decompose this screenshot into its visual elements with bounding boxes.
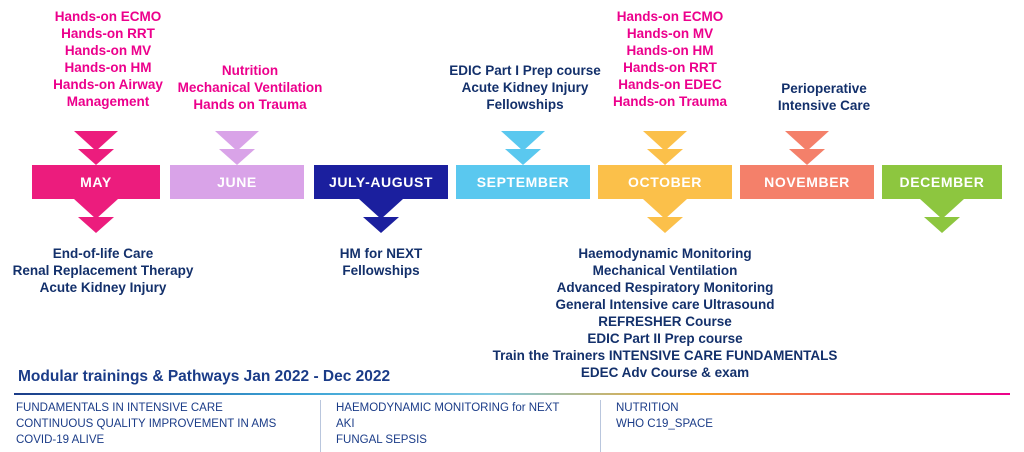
timeline-bar-row: [0, 165, 1024, 199]
note-line: Train the Trainers INTENSIVE CARE FUNDAMENTALS: [492, 348, 838, 363]
month-label: MAY: [80, 174, 112, 190]
note-line: Intensive Care: [777, 98, 871, 113]
month-label: OCTOBER: [628, 174, 702, 190]
timeline-month-october[interactable]: [598, 165, 732, 199]
note-line: EDEC Adv Course & exam: [580, 365, 750, 380]
bottom-column-2: [336, 400, 596, 448]
note-line: Advanced Respiratory Monitoring: [556, 280, 774, 295]
timeline-month-july-august[interactable]: [314, 165, 448, 199]
note-line: REFRESHER Course: [598, 314, 732, 329]
timeline-month-december[interactable]: [882, 165, 1002, 199]
note-line: Management: [66, 94, 150, 109]
note-below-may: [8, 245, 198, 296]
note-line: Hands-on RRT: [623, 60, 717, 75]
bottom-line: COVID-19 ALIVE: [16, 434, 105, 446]
note-line: Hands-on ECMO: [616, 9, 724, 24]
bottom-line: NUTRITION: [616, 402, 679, 414]
note-line: Mechanical Ventilation: [592, 263, 738, 278]
note-above-november: [728, 80, 920, 114]
note-line: EDIC Part II Prep course: [587, 331, 743, 346]
note-line: Hands-on HM: [64, 60, 152, 75]
bottom-line: FUNDAMENTALS IN INTENSIVE CARE: [16, 402, 223, 414]
note-line: Renal Replacement Therapy: [12, 263, 194, 278]
arrow-down-july-august: [359, 199, 403, 233]
bottom-line: AKI: [336, 418, 355, 430]
arrow-up-october: [643, 131, 687, 165]
arrow-up-november: [785, 131, 829, 165]
month-label: DECEMBER: [899, 174, 985, 190]
note-line: HM for NEXT: [339, 246, 423, 261]
note-line: Nutrition: [221, 63, 279, 78]
arrow-down-october: [643, 199, 687, 233]
timeline-month-june[interactable]: [170, 165, 304, 199]
note-below-july-august: [316, 245, 446, 279]
bottom-line: WHO C19_SPACE: [616, 418, 713, 430]
note-line: Fellowships: [486, 97, 564, 112]
note-line: Hands-on RRT: [61, 26, 155, 41]
month-label: JUNE: [217, 174, 257, 190]
note-line: Hands-on ECMO: [54, 9, 162, 24]
note-line: Acute Kidney Injury: [461, 80, 589, 95]
column-divider-2: [600, 400, 601, 452]
note-above-june: [160, 62, 340, 113]
month-label: JULY-AUGUST: [328, 174, 434, 190]
note-line: EDIC Part I Prep course: [449, 63, 601, 78]
note-line: Fellowships: [342, 263, 420, 278]
bottom-line: CONTINUOUS QUALITY IMPROVEMENT IN AMS: [16, 418, 277, 430]
note-line: Hands-on Trauma: [612, 94, 728, 109]
month-label: NOVEMBER: [764, 174, 850, 190]
arrow-up-may: [74, 131, 118, 165]
arrow-down-december: [920, 199, 964, 233]
bottom-column-1: [16, 400, 316, 448]
note-line: Hands-on MV: [64, 43, 152, 58]
note-line: Haemodynamic Monitoring: [578, 246, 752, 261]
note-line: Acute Kidney Injury: [39, 280, 167, 295]
month-label: SEPTEMBER: [476, 174, 570, 190]
modular-trainings-title: Modular trainings & Pathways Jan 2022 - Dec 2022: [18, 368, 391, 385]
bottom-line: FUNGAL SEPSIS: [336, 434, 427, 446]
arrow-up-june: [215, 131, 259, 165]
column-divider-1: [320, 400, 321, 452]
note-line: Hands-on MV: [626, 26, 714, 41]
bottom-line: HAEMODYNAMIC MONITORING for NEXT: [336, 402, 560, 414]
note-line: Hands-on HM: [626, 43, 714, 58]
bottom-column-3: [616, 400, 876, 432]
note-line: Hands-on EDEC: [618, 77, 722, 92]
timeline-month-may[interactable]: [32, 165, 160, 199]
note-line: Perioperative: [781, 81, 867, 96]
note-line: Mechanical Ventilation: [177, 80, 323, 95]
timeline-month-september[interactable]: [456, 165, 590, 199]
arrow-up-september: [501, 131, 545, 165]
arrow-down-may: [74, 199, 118, 233]
note-line: Hands on Trauma: [193, 97, 307, 112]
note-below-october: [450, 245, 880, 381]
timeline-month-november[interactable]: [740, 165, 874, 199]
note-line: Hands-on Airway: [53, 77, 163, 92]
gradient-divider: [14, 393, 1010, 395]
note-line: End-of-life Care: [52, 246, 154, 261]
note-line: General Intensive care Ultrasound: [555, 297, 775, 312]
